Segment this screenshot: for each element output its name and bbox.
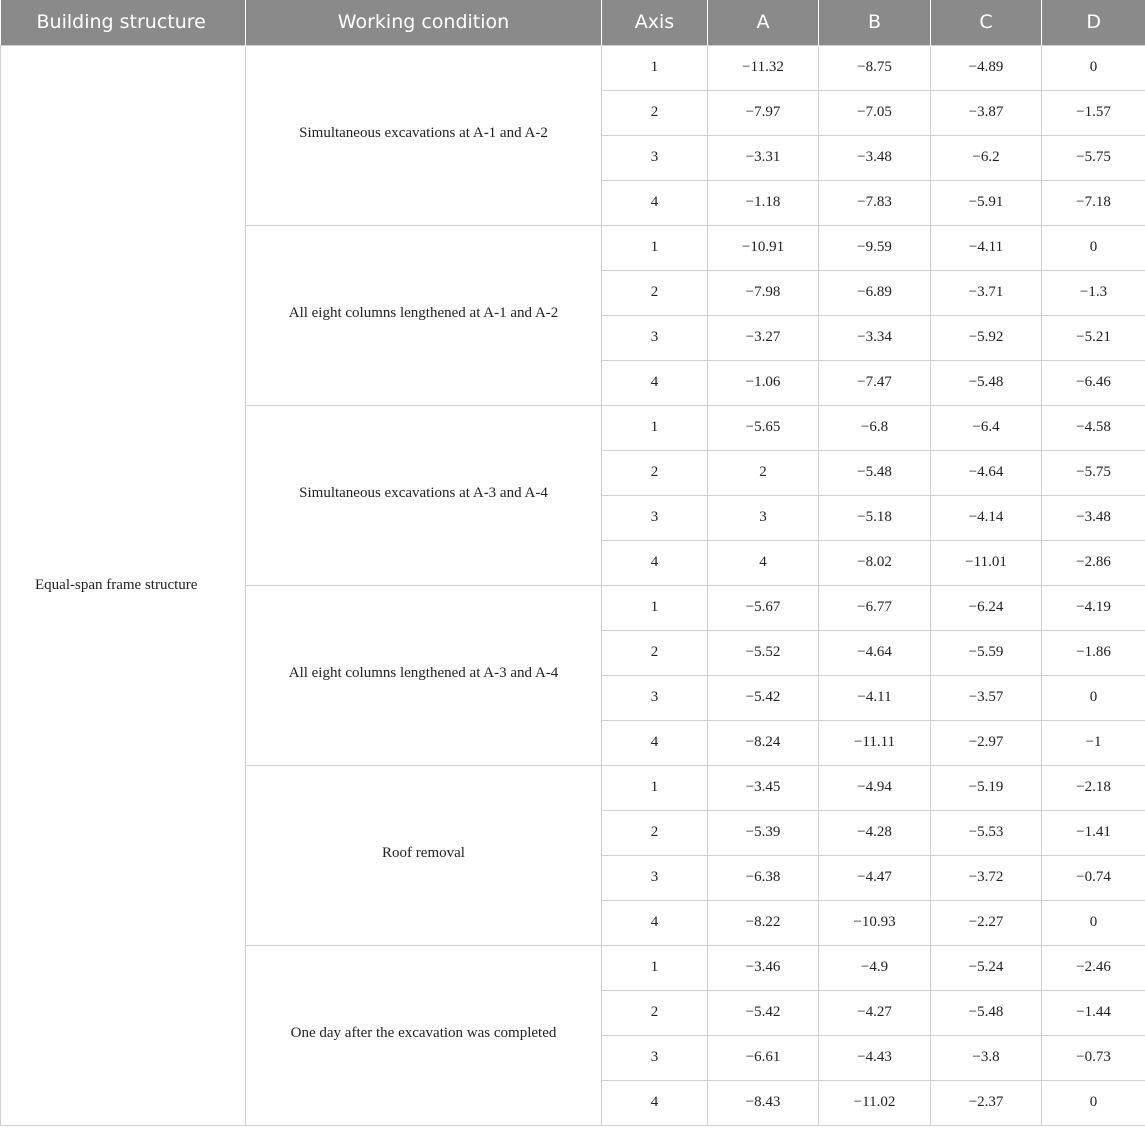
- value-cell-c: −6.4: [931, 405, 1042, 450]
- value-cell-a: −7.98: [708, 270, 819, 315]
- value-cell-c: −2.27: [931, 900, 1042, 945]
- value-cell-a: −5.42: [708, 675, 819, 720]
- header-building-structure: Building structure: [1, 0, 246, 45]
- axis-cell: 2: [602, 450, 708, 495]
- value-cell-b: −6.8: [819, 405, 931, 450]
- value-cell-a: 4: [708, 540, 819, 585]
- value-cell-c: −5.59: [931, 630, 1042, 675]
- value-cell-a: −6.38: [708, 855, 819, 900]
- value-cell-a: −3.45: [708, 765, 819, 810]
- value-cell-d: −2.46: [1042, 945, 1145, 990]
- value-cell-a: −11.32: [708, 45, 819, 90]
- value-cell-d: −0.73: [1042, 1035, 1145, 1080]
- value-cell-a: −3.27: [708, 315, 819, 360]
- value-cell-a: −5.67: [708, 585, 819, 630]
- header-b: B: [819, 0, 931, 45]
- value-cell-c: −3.8: [931, 1035, 1042, 1080]
- value-cell-a: −5.52: [708, 630, 819, 675]
- axis-cell: 1: [602, 45, 708, 90]
- value-cell-b: −6.77: [819, 585, 931, 630]
- value-cell-b: −9.59: [819, 225, 931, 270]
- value-cell-d: −1: [1042, 720, 1145, 765]
- header-row: [1, 0, 1145, 45]
- value-cell-d: −5.75: [1042, 450, 1145, 495]
- value-cell-b: −4.11: [819, 675, 931, 720]
- axis-cell: 3: [602, 495, 708, 540]
- axis-cell: 4: [602, 540, 708, 585]
- value-cell-b: −11.02: [819, 1080, 931, 1125]
- value-cell-d: 0: [1042, 1080, 1145, 1125]
- value-cell-d: −1.86: [1042, 630, 1145, 675]
- value-cell-c: −5.53: [931, 810, 1042, 855]
- axis-cell: 2: [602, 810, 708, 855]
- value-cell-d: 0: [1042, 900, 1145, 945]
- value-cell-a: −5.39: [708, 810, 819, 855]
- axis-cell: 4: [602, 180, 708, 225]
- value-cell-d: −4.58: [1042, 405, 1145, 450]
- value-cell-b: −8.02: [819, 540, 931, 585]
- value-cell-b: −4.28: [819, 810, 931, 855]
- axis-cell: 3: [602, 1035, 708, 1080]
- value-cell-c: −4.64: [931, 450, 1042, 495]
- value-cell-c: −6.2: [931, 135, 1042, 180]
- value-cell-b: −4.64: [819, 630, 931, 675]
- value-cell-c: −4.11: [931, 225, 1042, 270]
- value-cell-d: −4.19: [1042, 585, 1145, 630]
- value-cell-a: −1.06: [708, 360, 819, 405]
- header-d: D: [1042, 0, 1145, 45]
- value-cell-b: −4.94: [819, 765, 931, 810]
- value-cell-c: −4.89: [931, 45, 1042, 90]
- table-body: [1, 45, 1145, 1125]
- value-cell-a: −7.97: [708, 90, 819, 135]
- value-cell-c: −3.71: [931, 270, 1042, 315]
- working-condition-cell: All eight columns lengthened at A-3 and A-4: [246, 585, 602, 765]
- value-cell-d: 0: [1042, 45, 1145, 90]
- header-axis: Axis: [602, 0, 708, 45]
- value-cell-b: −11.11: [819, 720, 931, 765]
- axis-cell: 1: [602, 225, 708, 270]
- value-cell-b: −3.34: [819, 315, 931, 360]
- value-cell-b: −7.83: [819, 180, 931, 225]
- value-cell-c: −5.48: [931, 360, 1042, 405]
- value-cell-a: 3: [708, 495, 819, 540]
- value-cell-d: −1.3: [1042, 270, 1145, 315]
- value-cell-d: −5.21: [1042, 315, 1145, 360]
- axis-cell: 4: [602, 720, 708, 765]
- value-cell-a: −6.61: [708, 1035, 819, 1080]
- value-cell-d: −1.44: [1042, 990, 1145, 1035]
- value-cell-a: −1.18: [708, 180, 819, 225]
- value-cell-c: −5.92: [931, 315, 1042, 360]
- value-cell-c: −2.37: [931, 1080, 1042, 1125]
- working-condition-cell: Simultaneous excavations at A-1 and A-2: [246, 45, 602, 225]
- value-cell-b: −6.89: [819, 270, 931, 315]
- value-cell-c: −5.19: [931, 765, 1042, 810]
- header-c: C: [931, 0, 1042, 45]
- value-cell-c: −3.87: [931, 90, 1042, 135]
- axis-cell: 1: [602, 765, 708, 810]
- axis-cell: 3: [602, 855, 708, 900]
- value-cell-c: −5.91: [931, 180, 1042, 225]
- value-cell-b: −5.18: [819, 495, 931, 540]
- value-cell-a: −8.22: [708, 900, 819, 945]
- value-cell-d: −0.74: [1042, 855, 1145, 900]
- value-cell-b: −8.75: [819, 45, 931, 90]
- axis-cell: 2: [602, 990, 708, 1035]
- axis-cell: 4: [602, 360, 708, 405]
- working-condition-cell: All eight columns lengthened at A-1 and A-2: [246, 225, 602, 405]
- table-header: [1, 0, 1145, 45]
- table-row: [1, 45, 1145, 90]
- value-cell-b: −7.47: [819, 360, 931, 405]
- axis-cell: 3: [602, 315, 708, 360]
- value-cell-c: −5.48: [931, 990, 1042, 1035]
- axis-cell: 2: [602, 270, 708, 315]
- value-cell-d: −1.57: [1042, 90, 1145, 135]
- value-cell-a: −3.31: [708, 135, 819, 180]
- value-cell-d: −2.86: [1042, 540, 1145, 585]
- value-cell-a: −3.46: [708, 945, 819, 990]
- working-condition-cell: Roof removal: [246, 765, 602, 945]
- value-cell-d: −5.75: [1042, 135, 1145, 180]
- value-cell-a: −5.65: [708, 405, 819, 450]
- axis-cell: 4: [602, 900, 708, 945]
- value-cell-c: −4.14: [931, 495, 1042, 540]
- value-cell-d: −1.41: [1042, 810, 1145, 855]
- axis-cell: 3: [602, 675, 708, 720]
- value-cell-a: −5.42: [708, 990, 819, 1035]
- axis-cell: 4: [602, 1080, 708, 1125]
- value-cell-b: −5.48: [819, 450, 931, 495]
- value-cell-b: −4.47: [819, 855, 931, 900]
- axis-cell: 1: [602, 405, 708, 450]
- header-working-condition: Working condition: [246, 0, 602, 45]
- axis-cell: 2: [602, 90, 708, 135]
- value-cell-c: −3.72: [931, 855, 1042, 900]
- value-cell-a: −8.43: [708, 1080, 819, 1125]
- building-structure-cell: Equal-span frame structure: [1, 45, 246, 1125]
- value-cell-b: −4.9: [819, 945, 931, 990]
- value-cell-b: −7.05: [819, 90, 931, 135]
- value-cell-a: −10.91: [708, 225, 819, 270]
- axis-cell: 1: [602, 585, 708, 630]
- value-cell-d: −6.46: [1042, 360, 1145, 405]
- working-condition-cell: One day after the excavation was completed: [246, 945, 602, 1125]
- value-cell-b: −4.43: [819, 1035, 931, 1080]
- value-cell-d: 0: [1042, 675, 1145, 720]
- value-cell-d: −7.18: [1042, 180, 1145, 225]
- value-cell-b: −4.27: [819, 990, 931, 1035]
- working-condition-cell: Simultaneous excavations at A-3 and A-4: [246, 405, 602, 585]
- axis-cell: 3: [602, 135, 708, 180]
- value-cell-c: −2.97: [931, 720, 1042, 765]
- value-cell-a: −8.24: [708, 720, 819, 765]
- axis-cell: 1: [602, 945, 708, 990]
- value-cell-d: −2.18: [1042, 765, 1145, 810]
- value-cell-c: −3.57: [931, 675, 1042, 720]
- value-cell-c: −6.24: [931, 585, 1042, 630]
- value-cell-d: −3.48: [1042, 495, 1145, 540]
- axis-cell: 2: [602, 630, 708, 675]
- value-cell-a: 2: [708, 450, 819, 495]
- value-cell-d: 0: [1042, 225, 1145, 270]
- value-cell-c: −5.24: [931, 945, 1042, 990]
- value-cell-b: −10.93: [819, 900, 931, 945]
- value-cell-c: −11.01: [931, 540, 1042, 585]
- header-a: A: [708, 0, 819, 45]
- value-cell-b: −3.48: [819, 135, 931, 180]
